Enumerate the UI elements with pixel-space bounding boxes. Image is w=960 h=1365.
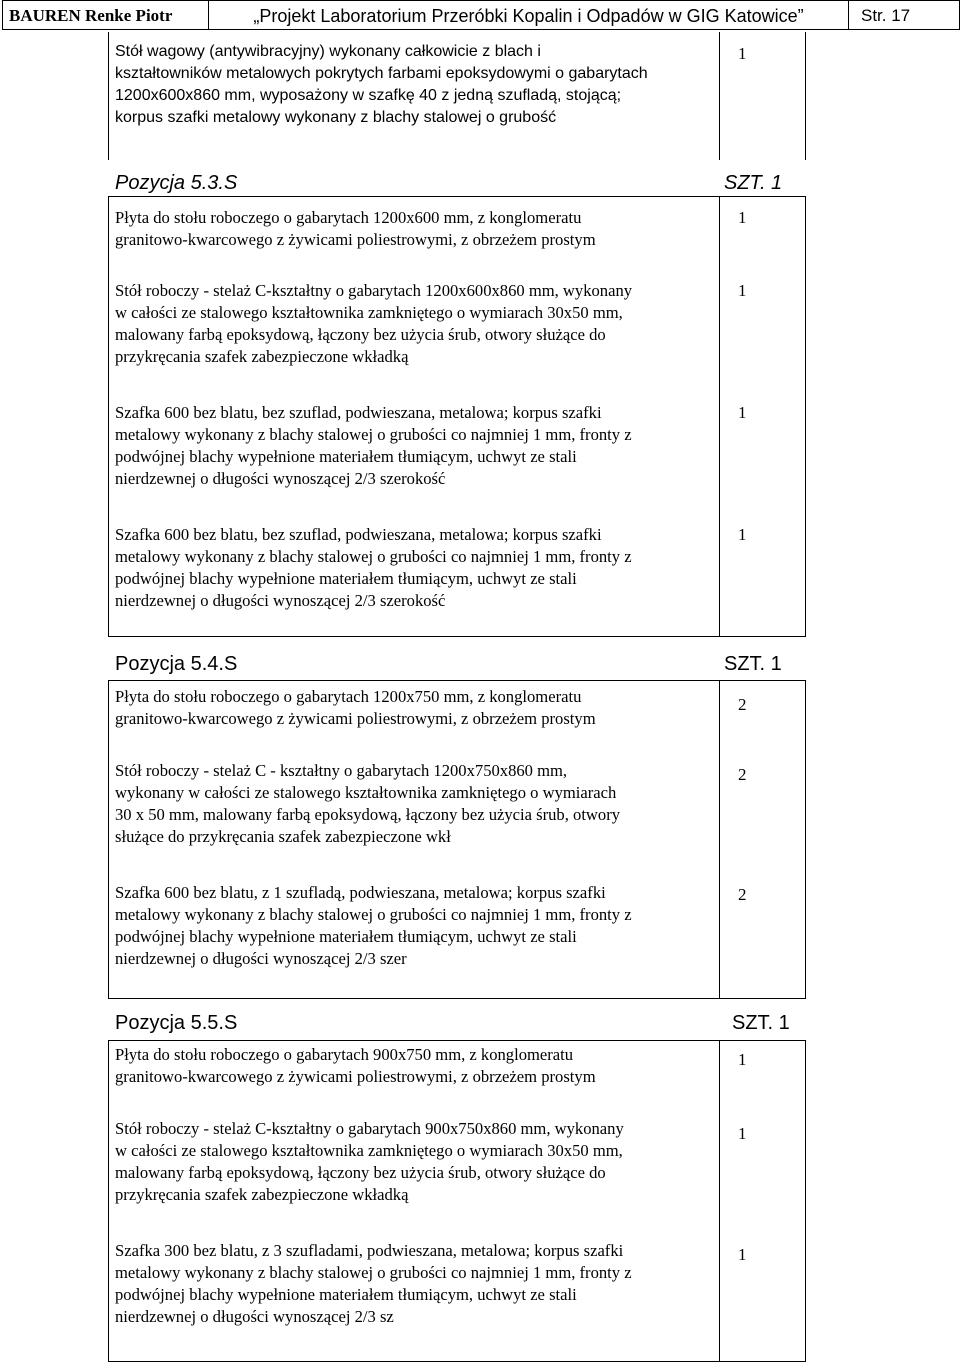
item-quantity: 1 [738, 1245, 747, 1264]
position-heading: Pozycja 5.4.S [115, 653, 238, 675]
item-description: Szafka 300 bez blatu, z 3 szufladami, podwieszana, metalowa; korpus szafki metalowy wykonany z blachy stalowej o grubości co najmniej 1 mm, fronty z podwójnej blachy wypełnione materiałem tłumiącym, uchwyt ze stali nierdzewnej o długości wynoszącej 2/3 sz [115, 1241, 632, 1326]
item-quantity: 1 [738, 1124, 747, 1143]
item-description: Stół roboczy - stelaż C - kształtny o gabarytach 1200x750x860 mm, wykonany w całości ze stalowego kształtownika zamkniętego o wymiarach 30 x 50 mm, malowany farbą epoksydową, łączony bez użycia śrub, otwory służące do przykręcania szafek zabezpieczone wkł [115, 761, 621, 846]
item-description: Szafka 600 bez blatu, bez szuflad, podwieszana, metalowa; korpus szafki metalowy wykonany z blachy stalowej o grubości co najmniej 1 mm, fronty z podwójnej blachy wypełnione materiałem tłumiącym, uchwyt ze stali nierdzewnej o długości wynoszącej 2/3 szerokość [115, 525, 632, 610]
position-heading: Pozycja 5.5.S [115, 1012, 238, 1034]
position-unit: SZT. 1 [724, 653, 782, 675]
item-description: Szafka 600 bez blatu, bez szuflad, podwieszana, metalowa; korpus szafki metalowy wykonany z blachy stalowej o grubości co najmniej 1 mm, fronty z podwójnej blachy wypełnione materiałem tłumiącym, uchwyt ze stali nierdzewnej o długości wynoszącej 2/3 szerokość [115, 403, 632, 488]
company-name: BAUREN Renke Piotr [2, 0, 209, 30]
item-quantity: 2 [738, 765, 747, 784]
project-title: „Projekt Laboratorium Przeróbki Kopalin i Odpadów w GIG Katowice” [209, 0, 848, 30]
item-description: Płyta do stołu roboczego o gabarytach 1200x600 mm, z konglomeratu granitowo-kwarcowego z żywicami poliestrowymi, z obrzeżem prostym [115, 208, 596, 249]
item-description: Szafka 600 bez blatu, z 1 szufladą, podwieszana, metalowa; korpus szafki metalowy wykonany z blachy stalowej o grubości co najmniej 1 mm, fronty z podwójnej blachy wypełnione materiałem tłumiącym, uchwyt ze stali nierdzewnej o długości wynoszącej 2/3 szer [115, 883, 632, 968]
section-continuation [0, 0, 960, 160]
item-description: Stół roboczy - stelaż C-kształtny o gabarytach 900x750x860 mm, wykonany w całości ze stalowego kształtownika zamkniętego o wymiarach 30x50 mm, malowany farbą epoksydową, łączony bez użycia śrub, otwory służące do przykręcania szafek zabezpieczone wkładką [115, 1119, 624, 1204]
item-quantity: 1 [738, 281, 747, 300]
page-number: Str. 17 [848, 0, 960, 30]
item-quantity: 2 [738, 885, 747, 904]
item-quantity: 1 [738, 403, 747, 422]
position-unit: SZT. 1 [732, 1012, 790, 1034]
item-quantity: 1 [738, 1050, 747, 1069]
item-description: Stół wagowy (antywibracyjny) wykonany całkowicie z blach i kształtowników metalowych pokrytych farbami epoksydowymi o gabarytach 1200x600x860 mm, wyposażony w szafkę 40 z jedną szufladą, stojącą; korpus szafki metalowy wykonany z blachy stalowej o grubość [115, 43, 648, 126]
item-quantity: 1 [738, 525, 747, 544]
position-heading: Pozycja 5.3.S [115, 172, 238, 194]
item-quantity: 1 [738, 44, 747, 63]
item-description: Stół roboczy - stelaż C-kształtny o gabarytach 1200x600x860 mm, wykonany w całości ze stalowego kształtownika zamkniętego o wymiarach 30x50 mm, malowany farbą epoksydową, łączony bez użycia śrub, otwory służące do przykręcania szafek zabezpieczone wkładką [115, 281, 633, 366]
position-unit: SZT. 1 [724, 172, 783, 194]
item-quantity: 1 [738, 208, 747, 227]
item-description: Płyta do stołu roboczego o gabarytach 900x750 mm, z konglomeratu granitowo-kwarcowego z żywicami poliestrowymi, z obrzeżem prostym [115, 1045, 596, 1086]
item-description: Płyta do stołu roboczego o gabarytach 1200x750 mm, z konglomeratu granitowo-kwarcowego z żywicami poliestrowymi, z obrzeżem prostym [115, 687, 596, 728]
item-quantity: 2 [738, 695, 747, 714]
